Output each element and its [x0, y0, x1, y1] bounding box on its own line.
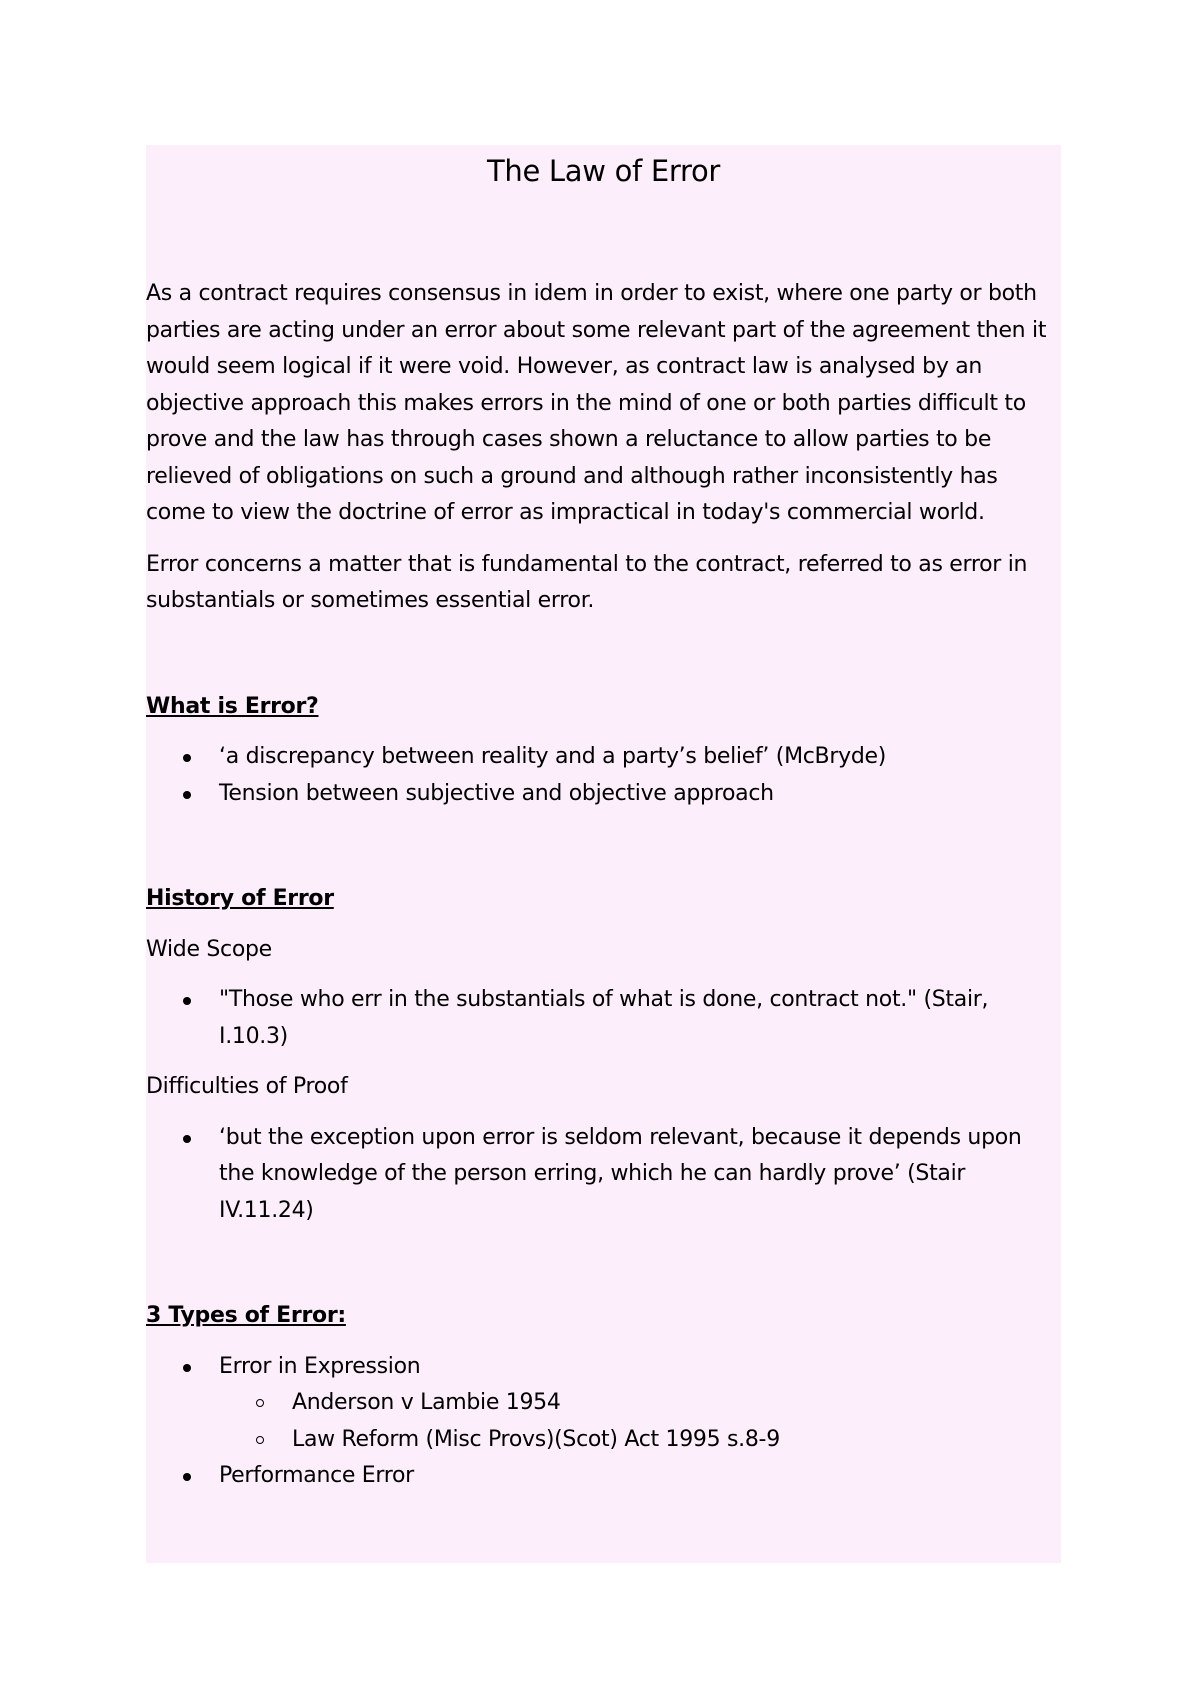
hollow-bullet-icon: [256, 1399, 264, 1407]
bullet-icon: [183, 997, 191, 1005]
document-title: The Law of Error: [486, 154, 721, 188]
bullet-icon: [183, 1135, 191, 1143]
list-item-text: Error in Expression: [219, 1353, 421, 1379]
document-body: [146, 145, 1061, 1495]
list-item: [146, 776, 1061, 813]
sublist-item-text: Anderson v Lambie 1954: [292, 1390, 561, 1415]
what-is-error-list: [146, 739, 1061, 812]
bullet-icon: [183, 1473, 191, 1481]
list-item: [146, 982, 1061, 1055]
types-list: [146, 1349, 1061, 1495]
intro-paragraph: As a contract requires consensus in idem in order to exist, where one party or both parties are acting under an error about some relevant part of the agreement then it would seem logical if it were void. However, as contract law is analysed by an objective approach this makes errors in the mind of one or both parties difficult to prove and the law has through cases shown a reluctance to allow parties to be relieved of obligations on such a ground and although rather inconsistently has come to view the doctrine of error as impractical in today's commercial world.: [146, 281, 1047, 525]
hollow-bullet-icon: [256, 1436, 264, 1444]
list-item-text: Tension between subjective and objective approach: [219, 780, 774, 806]
sublist-item: [146, 1385, 1061, 1422]
list-item-text: ‘a discrepancy between reality and a party’s belief’ (McBryde): [219, 744, 886, 769]
list-item-text: Performance Error: [219, 1463, 414, 1488]
expression-sublist: [219, 1385, 1061, 1458]
difficulties-of-proof-label: Difficulties of Proof: [146, 1074, 348, 1099]
proof-list: [146, 1120, 1061, 1230]
list-item: [146, 1349, 1061, 1459]
list-item-text: "Those who err in the substantials of what is done, contract not." (Stair, I.10.3): [219, 987, 989, 1049]
bullet-icon: [183, 1364, 191, 1372]
wide-scope-label: Wide Scope: [146, 936, 272, 962]
section-heading-history: History of Error: [146, 886, 334, 911]
definition-paragraph: Error concerns a matter that is fundamental to the contract, referred to as error in substantials or sometimes essential error.: [146, 551, 1028, 613]
list-item: [146, 739, 1061, 776]
wide-scope-list: [146, 982, 1061, 1055]
section-heading-types: 3 Types of Error:: [146, 1303, 346, 1328]
list-item-text: ‘but the exception upon error is seldom relevant, because it depends upon the knowledge of the person erring, which he can hardly prove’ (Stair IV.11.24): [219, 1124, 1022, 1223]
bullet-icon: [183, 791, 191, 799]
sublist-item: [146, 1422, 1061, 1459]
list-item: [146, 1120, 1061, 1230]
sublist-item-text: Law Reform (Misc Provs)(Scot) Act 1995 s.8-9: [292, 1426, 780, 1452]
bullet-icon: [183, 754, 191, 762]
section-heading-what-is-error: What is Error?: [146, 693, 319, 719]
list-item: [146, 1458, 1061, 1495]
